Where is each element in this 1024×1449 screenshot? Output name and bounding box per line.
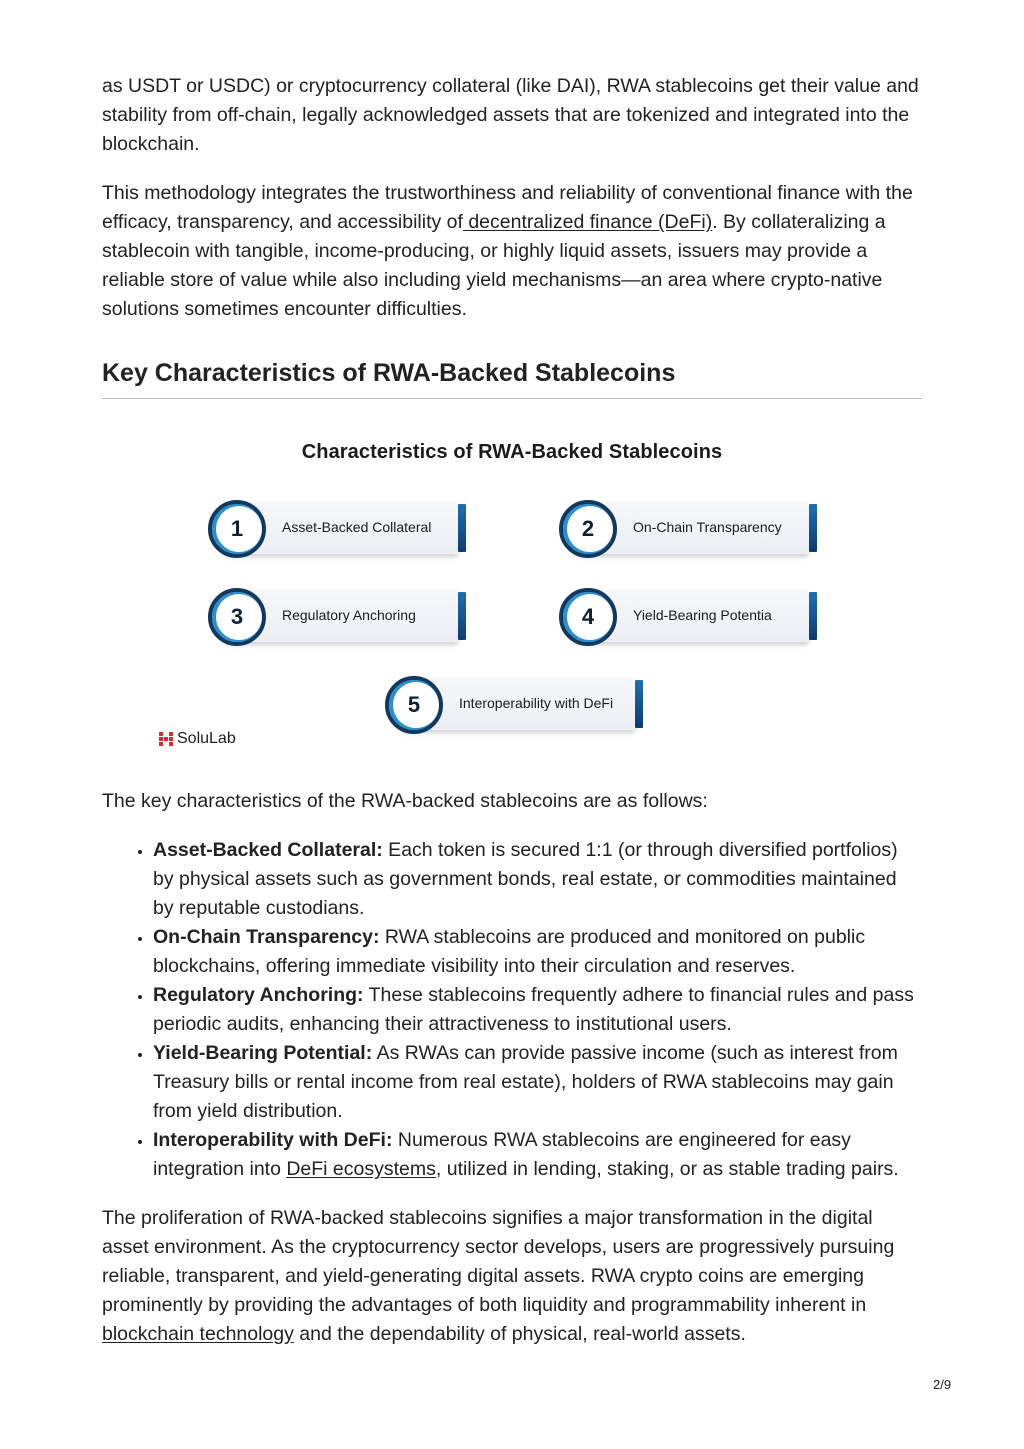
number-badge: [385, 676, 443, 734]
card-label: Asset-Backed Collateral: [282, 519, 432, 535]
card-number: 4: [581, 604, 595, 629]
list-item: [153, 923, 922, 981]
solulab-logo: [158, 730, 236, 748]
list-text: As RWAs can provide passive income (such as interest from Treasury bills or rental income from real estate), holders of RWA stablecoins may gain from yield distribution.: [153, 1042, 898, 1122]
list-term: Asset-Backed Collateral:: [153, 839, 383, 861]
list-item: [153, 1039, 922, 1126]
section-heading: Key Characteristics of RWA-Backed Stablecoins: [102, 358, 922, 399]
card-accent-bar: [458, 592, 466, 640]
article-body: [102, 72, 922, 1349]
number-badge: [208, 500, 266, 558]
paragraph-text: This methodology integrates the trustworthiness and reliability of conventional finance with the efficacy, transparency, and accessibility of: [102, 182, 913, 233]
card-number: 2: [581, 516, 595, 541]
characteristic-card-4: [559, 588, 817, 644]
paragraph-text: The proliferation of RWA-backed stablecoins signifies a major transformation in the digital asset environment. As the cryptocurrency sector develops, users are progressively pursuing reliable, transparent, and yield-generating digital assets. RWA crypto coins are emerging prominently by providing the advantages of both liquidity and programmability inherent in: [102, 1207, 895, 1316]
card-accent-bar: [809, 504, 817, 552]
list-text: These stablecoins frequently adhere to financial rules and pass periodic audits, enhancing their attractiveness to institutional users.: [153, 984, 914, 1035]
solulab-logo-icon: [158, 732, 173, 747]
list-text: , utilized in lending, staking, or as stable trading pairs.: [435, 1158, 899, 1180]
paragraph-text: . By collateralizing a stablecoin with tangible, income-producing, or highly liquid assets, issuers may provide a reliable store of value while also including yield mechanisms—an area where crypto-native solutions sometimes encounter difficulties.: [102, 211, 886, 320]
paragraph: as USDT or USDC) or cryptocurrency collateral (like DAI), RWA stablecoins get their value and stability from off-chain, legally acknowledged assets that are tokenized and integrated into the blockchain.: [102, 75, 919, 155]
list-item: [153, 1126, 922, 1184]
list-text: Numerous RWA stablecoins are engineered for easy integration into: [153, 1129, 851, 1180]
characteristic-card-2: [559, 500, 817, 556]
paragraph: [102, 1204, 922, 1349]
characteristics-infographic: [102, 399, 922, 787]
infographic-title: Characteristics of RWA-Backed Stablecoins: [301, 441, 723, 463]
blockchain-technology-link[interactable]: blockchain technology: [102, 1323, 294, 1345]
card-number: 3: [230, 604, 244, 629]
number-badge: [208, 588, 266, 646]
card-number: 5: [407, 692, 421, 717]
characteristic-card-1: [208, 500, 466, 556]
list-intro: The key characteristics of the RWA-backed stablecoins are as follows:: [102, 790, 708, 812]
page-number: 2/9: [933, 1377, 952, 1392]
card-number: 1: [230, 516, 244, 541]
card-accent-bar: [635, 680, 643, 728]
characteristic-card-5: [385, 676, 643, 732]
list-item: [153, 836, 922, 923]
list-item: [153, 981, 922, 1039]
list-term: On-Chain Transparency:: [153, 926, 380, 948]
list-term: Regulatory Anchoring:: [153, 984, 364, 1006]
card-accent-bar: [809, 592, 817, 640]
paragraph: [102, 179, 922, 324]
number-badge: [559, 500, 617, 558]
card-label: Yield-Bearing Potentia: [633, 607, 772, 623]
logo-text: SoluLab: [177, 730, 236, 747]
card-label: On-Chain Transparency: [633, 519, 782, 535]
paragraph-text: and the dependability of physical, real-world assets.: [293, 1323, 746, 1345]
list-text: RWA stablecoins are produced and monitored on public blockchains, offering immediate visibility into their circulation and reserves.: [153, 926, 866, 977]
list-term: Yield-Bearing Potential:: [153, 1042, 373, 1064]
defi-ecosystems-link[interactable]: DeFi ecosystems: [286, 1158, 436, 1180]
card-accent-bar: [458, 504, 466, 552]
characteristics-list: [102, 836, 922, 1184]
card-label: Interoperability with DeFi: [459, 695, 614, 711]
list-text: Each token is secured 1:1 (or through diversified portfolios) by physical assets such as government bonds, real estate, or commodities maintained by reputable custodians.: [153, 839, 898, 919]
defi-link[interactable]: decentralized finance (DeFi): [462, 211, 713, 233]
card-label: Regulatory Anchoring: [282, 607, 416, 623]
characteristic-card-3: [208, 588, 466, 644]
list-term: Interoperability with DeFi:: [153, 1129, 393, 1151]
number-badge: [559, 588, 617, 646]
